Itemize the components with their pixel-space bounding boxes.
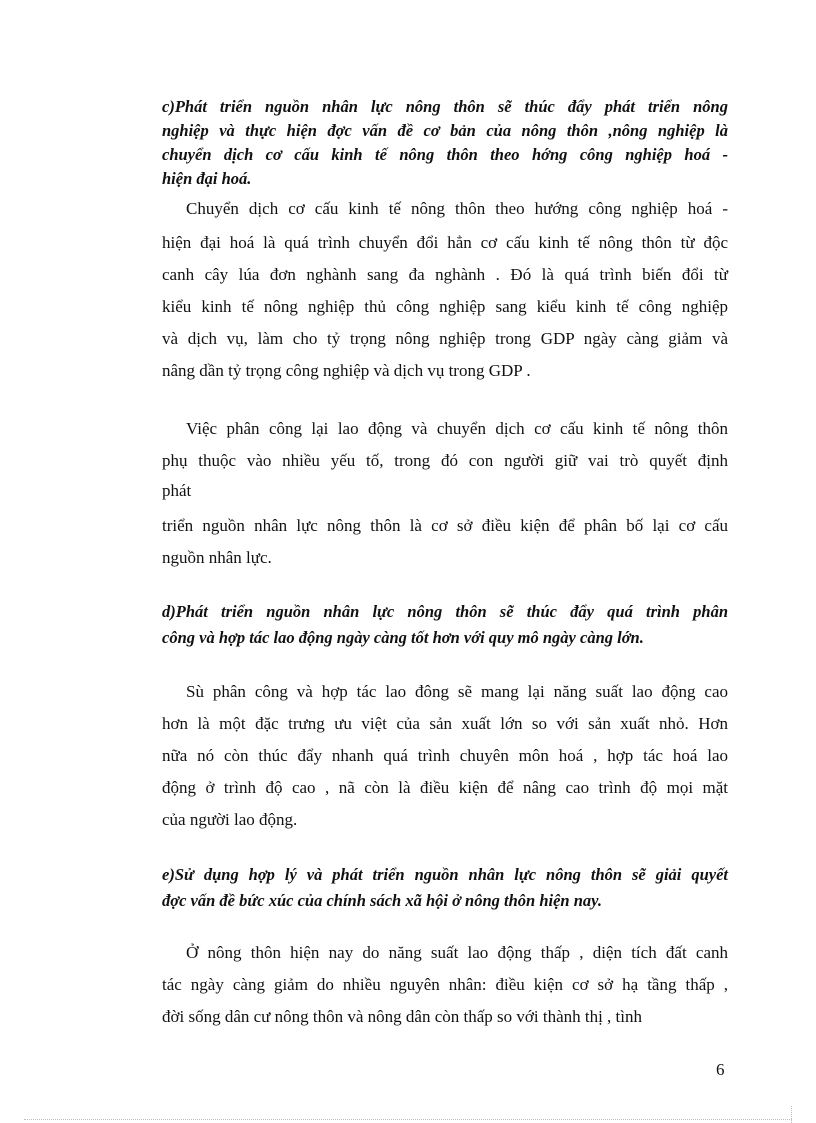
section-c-paragraph2-line-2: phụ thuộc vào nhiều yếu tố, trong đó con người giữ vai trò quyết định <box>162 451 728 470</box>
section-c-paragraph2-line-1: Việc phân công lại lao động và chuyển dịch cơ cấu kinh tế nông thôn <box>186 419 728 438</box>
section-e-heading-line-2: đợc vấn đề bức xúc của chính sách xã hội ở nông thôn hiện nay. <box>162 891 602 910</box>
section-d-paragraph-line-4: động ở trình độ cao , nã còn là điều kiện để nâng cao trình độ mọi mặt <box>162 778 728 797</box>
section-c-paragraph2-line-5: nguồn nhân lực. <box>162 548 272 567</box>
section-c-paragraph1-line-3: canh cây lúa đơn nghành sang đa nghành . Đó là quá trình biến đổi từ <box>162 265 728 284</box>
section-c-heading-line-3: chuyển dịch cơ cấu kinh tế nông thôn theo hớng công nghiệp hoá - <box>162 145 728 164</box>
section-d-paragraph-line-5: của người lao động. <box>162 810 298 829</box>
section-d-paragraph-line-1: Sù phân công và hợp tác lao đông sẽ mang lại năng suất lao động cao <box>186 682 728 701</box>
section-c-paragraph2-line-3: phát <box>162 481 192 500</box>
section-c-heading-line-2: nghiệp và thực hiện đợc vấn đề cơ bản của nông thôn ,nông nghiệp là <box>162 121 728 140</box>
section-e-paragraph-line-1: Ở nông thôn hiện nay do năng suất lao động thấp , diện tích đất canh <box>186 943 728 962</box>
section-c-paragraph1-line-6: nâng dần tỷ trọng công nghiệp và dịch vụ trong GDP . <box>162 361 531 380</box>
section-c-paragraph1-line-2: hiện đại hoá là quá trình chuyển đổi hẳn cơ cấu kinh tế nông thôn từ độc <box>162 233 728 252</box>
section-c-paragraph1-line-4: kiểu kinh tế nông nghiệp thủ công nghiệp sang kiểu kinh tế công nghiệp <box>162 297 728 316</box>
page-bottom-dotted-rule <box>24 1119 792 1120</box>
section-e-paragraph-line-3: đời sống dân cư nông thôn và nông dân còn thấp so với thành thị , tình <box>162 1007 643 1026</box>
section-c-heading-line-4: hiện đại hoá. <box>162 169 252 188</box>
section-d-heading-line-2: công và hợp tác lao động ngày càng tốt hơn với quy mô ngày càng lớn. <box>162 628 644 647</box>
section-c-heading-line-1: c)Phát triển nguồn nhân lực nông thôn sẽ thúc đẩy phát triển nông <box>162 97 728 116</box>
page-corner-dotted-rule <box>791 1106 792 1123</box>
section-d-heading-line-1: d)Phát triển nguồn nhân lực nông thôn sẽ thúc đẩy quá trình phân <box>162 602 728 621</box>
section-e-paragraph-line-2: tác ngày càng giảm do nhiều nguyên nhân: điều kiện cơ sở hạ tầng thấp , <box>162 975 728 994</box>
section-d-paragraph-line-3: nữa nó còn thúc đẩy nhanh quá trình chuyên môn hoá , hợp tác hoá lao <box>162 746 728 765</box>
section-d-paragraph-line-2: hơn là một đặc trưng ưu việt của sản xuất lớn so với sản xuất nhỏ. Hơn <box>162 714 728 733</box>
section-e-heading-line-1: e)Sử dụng hợp lý và phát triển nguồn nhân lực nông thôn sẽ giải quyết <box>162 865 728 884</box>
section-c-paragraph2-line-4: triển nguồn nhân lực nông thôn là cơ sở điều kiện để phân bố lại cơ cấu <box>162 516 728 535</box>
section-c-paragraph1-line-5: và dịch vụ, làm cho tỷ trọng nông nghiệp trong GDP ngày càng giảm và <box>162 329 728 348</box>
section-c-paragraph1-line-1: Chuyển dịch cơ cấu kinh tế nông thôn theo hướng công nghiệp hoá - <box>186 199 728 218</box>
page-number: 6 <box>716 1060 725 1079</box>
